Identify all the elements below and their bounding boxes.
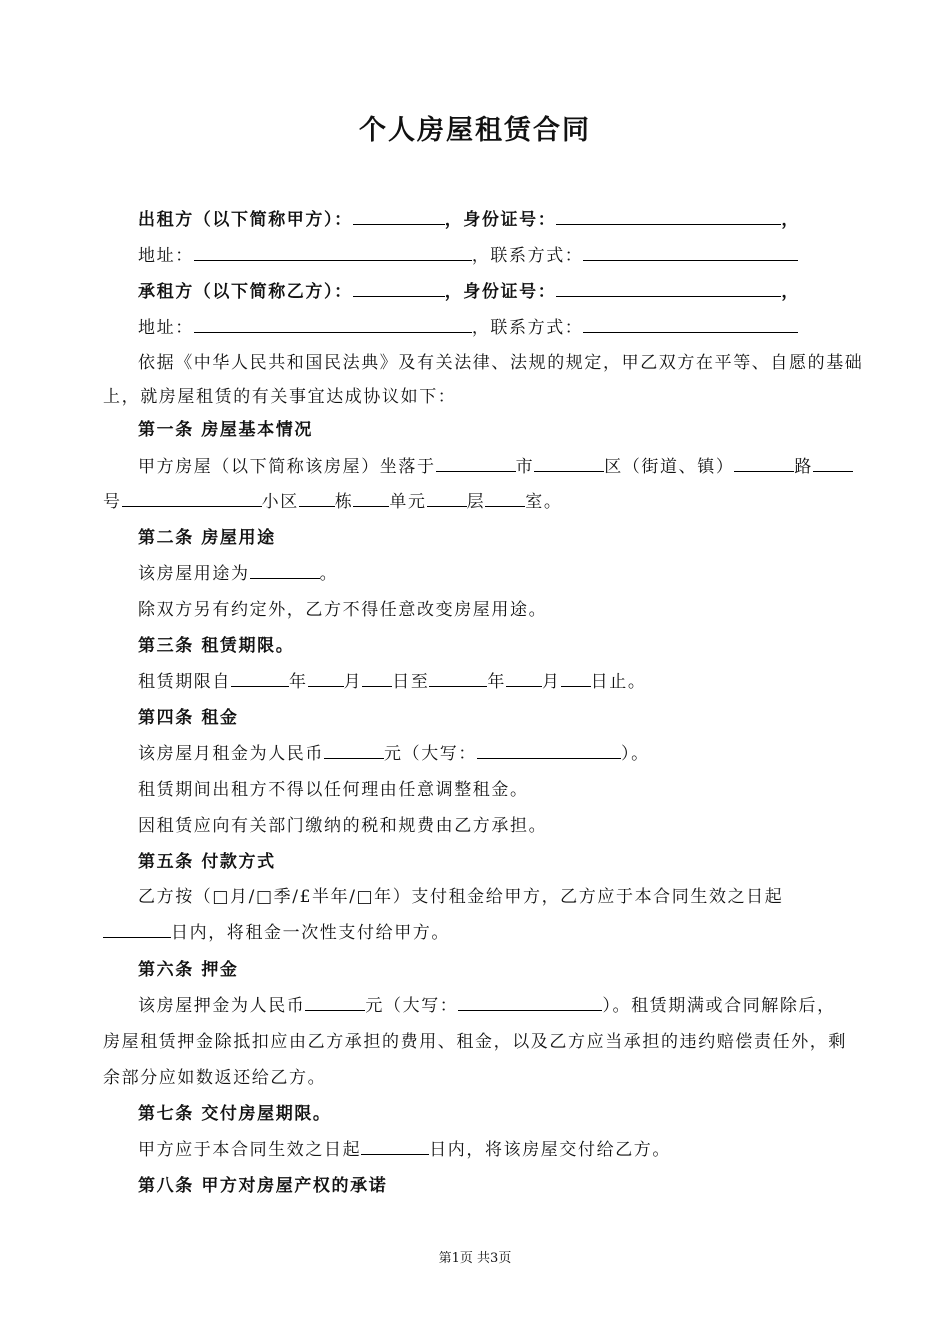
- text: 元（大写：: [384, 744, 477, 764]
- road-blank[interactable]: [734, 458, 794, 472]
- lessor-address-line: [138, 241, 798, 266]
- lessor-label: 出租方（以下简称甲方）：: [138, 210, 353, 230]
- article-2-restriction: 除双方另有约定外，乙方不得任意改变房屋用途。: [138, 600, 548, 620]
- end-year-blank[interactable]: [429, 673, 487, 687]
- intro-line-2: 上，就房屋租赁的有关事宜达成协议如下：: [103, 387, 457, 407]
- text: 年: [487, 672, 507, 692]
- text: 路: [794, 457, 814, 477]
- city-blank[interactable]: [436, 458, 516, 472]
- lessor-id-blank[interactable]: [556, 211, 781, 225]
- rent-amount-blank[interactable]: [324, 745, 384, 759]
- article-6-deduction: 房屋租赁押金除抵扣应由乙方承担的费用、租金，以及乙方应当承担的违约赔偿责任外，剩: [103, 1032, 847, 1052]
- district-blank[interactable]: [534, 458, 604, 472]
- intro-line-1: 依据《中华人民共和国民法典》及有关法律、法规的规定，甲乙双方在平等、自愿的基础: [138, 353, 864, 373]
- page-footer: 第1页 共3页: [438, 1251, 512, 1266]
- payment-days-blank[interactable]: [103, 924, 171, 938]
- purpose-blank[interactable]: [250, 565, 320, 579]
- article-4-title: 第四条 租金: [138, 708, 239, 728]
- text: 号: [103, 492, 122, 512]
- article-3-title: 第三条 租赁期限。: [138, 636, 295, 656]
- text: 区（街道、镇）: [604, 457, 735, 477]
- start-day-blank[interactable]: [362, 673, 392, 687]
- lessee-contact-blank[interactable]: [583, 319, 798, 333]
- article-6-title: 第六条 押金: [138, 960, 239, 980]
- text: ）。: [621, 744, 650, 764]
- comma: ，: [781, 282, 800, 302]
- article-1-location-line: [138, 452, 853, 477]
- text: 。: [319, 564, 339, 584]
- text: 该房屋押金为人民币: [138, 996, 306, 1016]
- contact-label: ，联系方式：: [471, 318, 584, 338]
- text: 年: [289, 672, 308, 692]
- building-blank[interactable]: [299, 493, 335, 507]
- article-2-title: 第二条 房屋用途: [138, 528, 276, 548]
- text: 甲方房屋（以下简称该房屋）坐落于: [138, 457, 436, 477]
- lessor-contact-blank[interactable]: [583, 247, 798, 261]
- article-3-term-line: [138, 667, 646, 692]
- article-4-rent-line: [138, 739, 650, 764]
- delivery-days-blank[interactable]: [361, 1141, 429, 1155]
- text: 栋: [334, 492, 354, 512]
- text: 日止。: [590, 672, 647, 692]
- article-6-refund: 余部分应如数返还给乙方。: [103, 1068, 327, 1088]
- text: 元（大写：: [365, 996, 459, 1016]
- text: 室。: [525, 492, 563, 512]
- lessee-label: 承租方（以下简称乙方）：: [138, 282, 353, 302]
- article-5-payment-line-2: [103, 918, 450, 943]
- end-month-blank[interactable]: [506, 673, 542, 687]
- text: 层: [466, 492, 486, 512]
- text: 该房屋用途为: [138, 564, 250, 584]
- comma: ，: [781, 210, 800, 230]
- deposit-amount-blank[interactable]: [305, 997, 365, 1011]
- lessor-address-blank[interactable]: [194, 247, 472, 261]
- lessee-address-blank[interactable]: [194, 319, 472, 333]
- text: 甲方应于本合同生效之日起: [138, 1140, 362, 1160]
- address-label: 地址：: [138, 318, 194, 338]
- article-4-no-adjust: 租赁期间出租方不得以任何理由任意调整租金。: [138, 780, 529, 800]
- community-blank[interactable]: [122, 493, 262, 507]
- article-8-title: 第八条 甲方对房屋产权的承诺: [138, 1176, 388, 1196]
- text: 市: [515, 457, 535, 477]
- floor-blank[interactable]: [427, 493, 467, 507]
- lessor-name-blank[interactable]: [353, 211, 445, 225]
- article-4-taxes: 因租赁应向有关部门缴纳的税和规费由乙方承担。: [138, 816, 548, 836]
- text: 日内，将该房屋交付给乙方。: [429, 1140, 672, 1160]
- text: 小区: [261, 492, 299, 512]
- contact-label: ，联系方式：: [471, 246, 584, 266]
- start-month-blank[interactable]: [308, 673, 344, 687]
- lessor-line: [138, 205, 800, 230]
- article-6-deposit-line: [138, 991, 836, 1016]
- text: 月: [542, 672, 561, 692]
- article-7-title: 第七条 交付房屋期限。: [138, 1104, 332, 1124]
- text: ）。租赁期满或合同解除后，: [602, 996, 836, 1016]
- article-5-payment-line: 乙方按（□月/□季/£半年/□年）支付租金给甲方，乙方应于本合同生效之日起: [138, 887, 784, 907]
- number-blank[interactable]: [813, 458, 853, 472]
- article-2-purpose-line: [138, 559, 338, 584]
- lessor-id-label: ，身份证号：: [444, 210, 557, 230]
- room-blank[interactable]: [485, 493, 525, 507]
- unit-blank[interactable]: [353, 493, 389, 507]
- lessee-id-label: ，身份证号：: [444, 282, 557, 302]
- lessee-id-blank[interactable]: [556, 283, 781, 297]
- lessee-address-line: [138, 313, 798, 338]
- article-1-unit-line: [103, 487, 562, 512]
- lessee-line: [138, 277, 800, 302]
- rent-words-blank[interactable]: [477, 745, 621, 759]
- lessee-name-blank[interactable]: [353, 283, 445, 297]
- text: 日内，将租金一次性支付给甲方。: [171, 923, 450, 943]
- article-1-title: 第一条 房屋基本情况: [138, 420, 313, 440]
- text: 月: [343, 672, 363, 692]
- text: 单元: [389, 492, 427, 512]
- text: 该房屋月租金为人民币: [138, 744, 324, 764]
- end-day-blank[interactable]: [561, 673, 591, 687]
- article-7-delivery-line: [138, 1135, 671, 1160]
- article-5-title: 第五条 付款方式: [138, 852, 276, 872]
- document-title: 个人房屋租赁合同: [359, 115, 591, 146]
- text: 日至: [392, 672, 430, 692]
- start-year-blank[interactable]: [231, 673, 289, 687]
- text: 租赁期限自: [138, 672, 231, 692]
- address-label: 地址：: [138, 246, 194, 266]
- deposit-words-blank[interactable]: [458, 997, 602, 1011]
